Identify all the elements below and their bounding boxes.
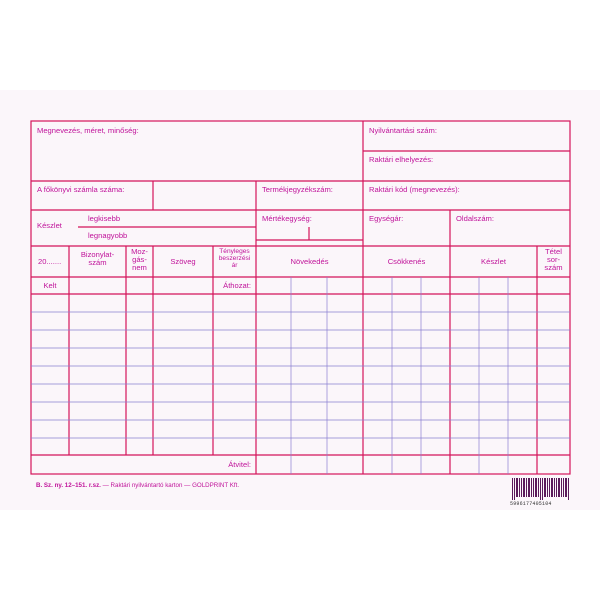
header-bizonylatszam: Bizonylat- szám: [80, 250, 115, 267]
label-mertekegyseg: Mértékegység:: [262, 214, 312, 223]
label-fokonyvi-szamla: A főkönyvi számla száma:: [37, 185, 125, 194]
header-tetel-sorszam: Tétel sor- szám: [544, 247, 563, 272]
label-atvitel: Átvitel:: [228, 460, 251, 469]
label-oldalszam: Oldalszám:: [456, 214, 494, 223]
header-year: 20.......: [38, 257, 62, 266]
label-keszlet: Készlet: [37, 221, 62, 230]
header-szoveg: Szöveg: [170, 257, 196, 266]
label-kelt: Kelt: [43, 281, 57, 290]
label-athozat: Áthozat:: [223, 281, 251, 290]
label-egysegar: Egységár:: [369, 214, 404, 223]
label-legkisebb: legkisebb: [88, 214, 121, 223]
header-csokkenes: Csökkenés: [387, 257, 426, 266]
form-footer: B. Sz. ny. 12–151. r.sz. — Raktári nyilvántartó karton — GOLDPRINT Kft.: [36, 482, 240, 489]
label-raktari-elhelyezes: Raktári elhelyezés:: [369, 155, 434, 164]
header-tenyleges-beszerzesi-ar: Tényleges beszerzési ár: [218, 248, 251, 269]
barcode: [512, 478, 570, 500]
header-keszlet: Készlet: [481, 257, 506, 266]
header-novekedes: Növekedés: [290, 257, 329, 266]
label-megnevezes: Megnevezés, méret, minőség:: [37, 126, 139, 135]
label-termekjegyzekszam: Termékjegyzékszám:: [262, 185, 333, 194]
label-legnagyobb: legnagyobb: [88, 231, 128, 240]
header-mozgasnem: Moz- gás- nem: [131, 247, 148, 272]
label-raktari-kod: Raktári kód (megnevezés):: [369, 185, 460, 194]
label-nyilvantartasi-szam: Nyilvántartási szám:: [369, 126, 437, 135]
barcode-number: 5996177405104: [510, 501, 552, 507]
